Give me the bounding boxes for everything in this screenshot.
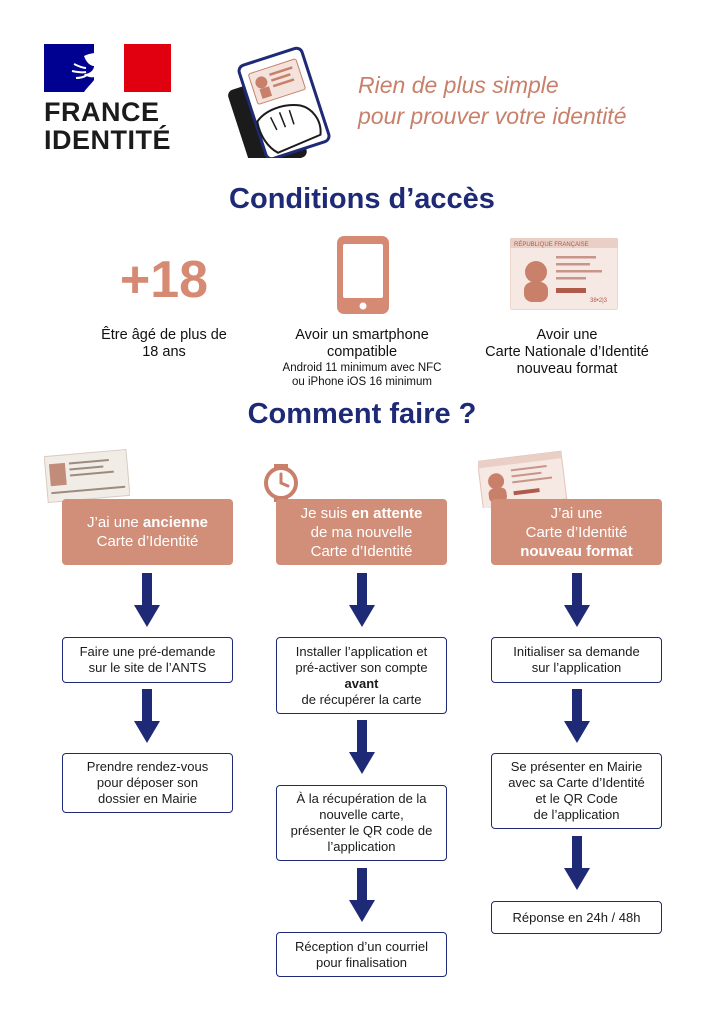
arrow-down-icon [564, 689, 590, 743]
head-waiting-line2: de ma nouvelle [310, 523, 413, 541]
step-new-2 [491, 753, 662, 829]
step-waiting-2-l1: À la récupération de la [296, 791, 427, 806]
head-new-card [491, 499, 662, 565]
card-line3: nouveau format [516, 361, 618, 377]
head-waiting-bold: en attente [351, 504, 423, 522]
step-new-2-l2: avec sa Carte d’Identité [508, 775, 645, 790]
step-waiting-3-l1: Réception d’un courriel [295, 938, 428, 954]
tagline-line2: pour prouver votre identité [358, 103, 627, 129]
step-new-1 [491, 637, 662, 683]
card-line1: Avoir une [536, 327, 598, 343]
tagline [358, 70, 698, 132]
head-waiting-pre: Je suis [300, 504, 352, 522]
arrow-down-icon [349, 720, 375, 774]
age-condition [70, 327, 258, 361]
head-waiting [276, 499, 447, 565]
step-old-2-l2: pour déposer son [96, 775, 199, 790]
tagline-line1: Rien de plus simple [358, 72, 559, 98]
smartphone-condition [262, 327, 462, 389]
step-new-3 [491, 901, 662, 934]
head-old-card-line1 [87, 513, 208, 532]
step-waiting-1-bold: avant [344, 675, 379, 691]
step-waiting-2-l4: l’application [327, 839, 396, 854]
step-waiting-3 [276, 932, 447, 977]
head-old-card [62, 499, 233, 565]
brand-wordmark [44, 98, 184, 154]
age-line1: Être âgé de plus de [101, 327, 227, 343]
conditions-title: Conditions d’accès [229, 183, 495, 215]
arrow-down-icon [349, 868, 375, 922]
hand-phone-card-illustration [222, 40, 348, 158]
step-old-2-l3: dossier en Mairie [98, 791, 197, 806]
arrow-down-icon [134, 573, 160, 627]
smartphone-icon [337, 236, 389, 314]
head-old-card-line2: Carte d’Identité [96, 533, 199, 550]
smartphone-sub1: Android 11 minimum avec NFC [282, 362, 442, 374]
step-waiting-3-l2: pour finalisation [315, 954, 408, 970]
arrow-down-icon [564, 836, 590, 890]
step-waiting-1-l4: de récupérer la carte [301, 691, 422, 707]
arrow-down-icon [564, 573, 590, 627]
step-waiting-2-l2: nouvelle carte, [319, 807, 404, 822]
head-old-bold: ancienne [142, 514, 208, 531]
age-big-label: +18 [119, 251, 209, 309]
smartphone-line2: compatible [326, 344, 398, 360]
head-new-line1: J’ai une [550, 504, 603, 522]
head-new-bold: nouveau format [520, 542, 633, 560]
step-new-2-l3: et le QR Code [535, 791, 618, 806]
head-new-line2: Carte d’Identité [525, 523, 628, 541]
old-id-card-image [44, 447, 130, 503]
head-old-pre: J’ai une [87, 514, 143, 531]
head-waiting-line3: Carte d’Identité [310, 542, 413, 560]
card-header-text: RÉPUBLIQUE FRANÇAISE [514, 242, 589, 248]
arrow-down-icon [134, 689, 160, 743]
id-card-new-format-image [510, 238, 618, 310]
brand-line2: IDENTITÉ [44, 125, 172, 155]
smartphone-line1: Avoir un smartphone [295, 327, 429, 343]
card-line2: Carte Nationale d’Identité [485, 344, 649, 360]
step-old-2 [62, 753, 233, 813]
card-number: 38•2|3 [590, 298, 608, 304]
head-new-line3 [520, 542, 633, 561]
step-waiting-1 [276, 637, 447, 714]
step-old-2-l1: Prendre rendez-vous [86, 759, 209, 774]
step-new-1-l1: Initialiser sa demande [513, 644, 640, 659]
step-new-3-l1: Réponse en 24h / 48h [512, 909, 641, 925]
step-waiting-1-bold-line [345, 676, 379, 692]
step-old-1-l1: Faire une pré-demande [79, 644, 216, 659]
head-waiting-line1 [301, 504, 423, 523]
step-waiting-1-l1: Installer l’application et [295, 643, 428, 659]
watch-icon [262, 464, 300, 502]
step-new-2-l4: de l’application [533, 807, 620, 822]
france-identite-logo-flag [44, 44, 171, 92]
how-title: Comment faire ? [247, 398, 477, 430]
step-new-1-l2: sur l’application [531, 660, 622, 675]
step-old-1 [62, 637, 233, 683]
smartphone-sub2: ou iPhone iOS 16 minimum [292, 376, 432, 388]
step-waiting-1-l2: pré-activer son compte [295, 659, 428, 675]
card-condition [462, 327, 672, 378]
age-line2: 18 ans [142, 344, 186, 360]
step-waiting-2-l3: présenter le QR code de [290, 823, 433, 838]
step-waiting-2 [276, 785, 447, 861]
step-new-2-l1: Se présenter en Mairie [510, 759, 643, 774]
brand-line1: FRANCE [44, 97, 160, 127]
arrow-down-icon [349, 573, 375, 627]
step-old-1-l2: sur le site de l’ANTS [88, 660, 207, 675]
